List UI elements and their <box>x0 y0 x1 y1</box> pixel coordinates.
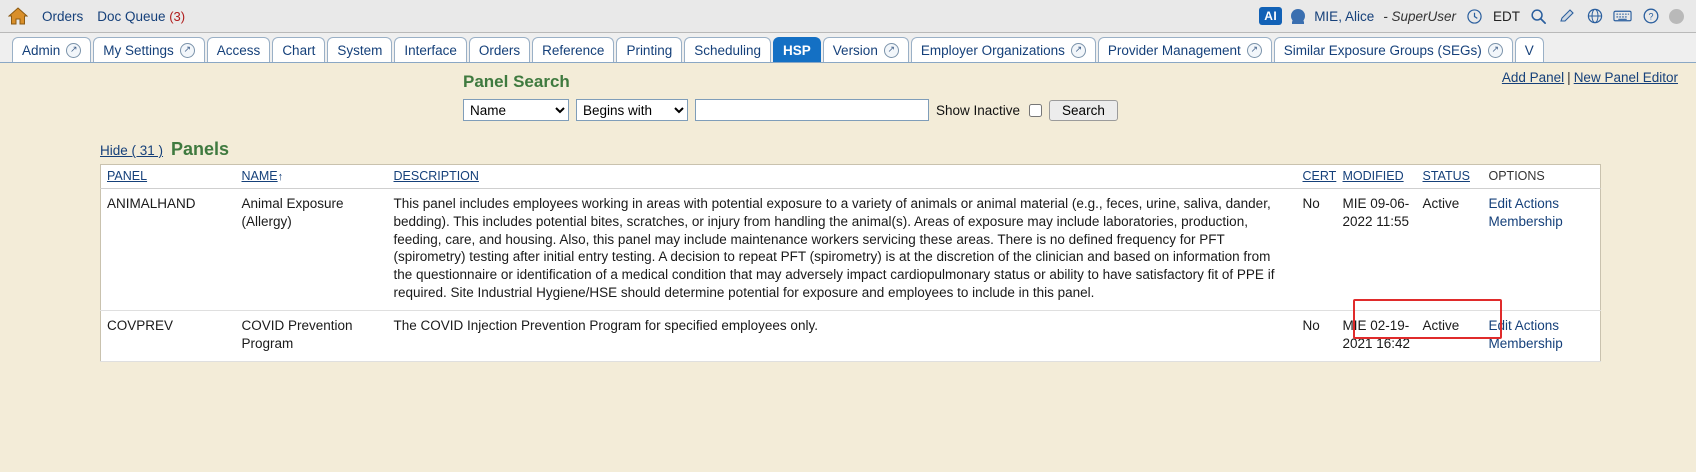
column-header-modified[interactable] <box>1337 165 1417 189</box>
timezone-label: EDT <box>1493 8 1520 24</box>
tab-admin[interactable] <box>12 37 91 62</box>
tab-my-settings[interactable] <box>93 37 205 62</box>
column-header-modified-label: MODIFIED <box>1342 169 1404 183</box>
tab-label: System <box>337 42 383 58</box>
nav-link-orders[interactable]: Orders <box>42 8 84 24</box>
tab-label: HSP <box>783 42 811 58</box>
tab-label: My Settings <box>103 42 174 58</box>
table-header-row <box>101 165 1601 189</box>
user-role: - SuperUser <box>1383 8 1456 24</box>
show-inactive-label: Show Inactive <box>936 102 1021 118</box>
tab-orders[interactable] <box>469 37 530 62</box>
pencil-icon[interactable] <box>1557 7 1576 26</box>
doc-queue-count: (3) <box>169 8 186 24</box>
add-panel-link[interactable]: Add Panel <box>1501 70 1565 85</box>
avatar <box>1291 9 1305 23</box>
cell-cert: No <box>1297 310 1337 361</box>
tab-label: Provider Management <box>1107 42 1241 58</box>
panels-title: Panels <box>171 139 230 159</box>
tab-label: Reference <box>542 42 605 58</box>
cell-status: Active <box>1417 310 1483 361</box>
svg-text:?: ? <box>1647 11 1654 22</box>
tab-label: Version <box>832 42 878 58</box>
tab-version[interactable] <box>823 37 909 62</box>
external-link-icon[interactable]: ↗ <box>1071 43 1086 58</box>
cell-options <box>1483 310 1601 361</box>
tab-system[interactable] <box>327 37 392 62</box>
membership-link[interactable]: Membership <box>1488 213 1563 229</box>
table-row <box>101 189 1601 311</box>
tab-more[interactable] <box>1515 37 1544 62</box>
column-header-status[interactable] <box>1417 165 1483 189</box>
tab-reference[interactable] <box>532 37 614 62</box>
tab-label: Printing <box>626 42 673 58</box>
nav-link-doc-queue[interactable]: Doc Queue <box>97 8 166 24</box>
tab-label: V <box>1524 42 1534 58</box>
action-separator: | <box>1567 70 1571 85</box>
column-header-status-label: STATUS <box>1422 169 1470 183</box>
page-action-links <box>1502 70 1678 85</box>
tab-label: Similar Exposure Groups (SEGs) <box>1283 42 1482 58</box>
edit-actions-link[interactable]: Edit Actions <box>1488 317 1560 333</box>
external-link-icon[interactable]: ↗ <box>1488 43 1503 58</box>
hide-toggle-link[interactable]: Hide ( 31 ) <box>100 143 164 158</box>
top-bar-left <box>8 7 185 25</box>
tab-interface[interactable] <box>394 37 467 62</box>
main-tabs <box>0 33 1696 63</box>
tab-label: Employer Organizations <box>920 42 1065 58</box>
search-field-select[interactable] <box>463 99 569 121</box>
tab-label: Scheduling <box>694 42 762 58</box>
search-button[interactable]: Search <box>1049 100 1118 121</box>
cell-panel: COVPREV <box>101 310 236 361</box>
cell-panel: ANIMALHAND <box>101 189 236 311</box>
column-header-description-label: DESCRIPTION <box>393 169 479 183</box>
cell-options <box>1483 189 1601 311</box>
panels-table <box>100 164 1601 362</box>
tab-scheduling[interactable] <box>684 37 771 62</box>
tab-label: Access <box>216 42 261 58</box>
external-link-icon[interactable]: ↗ <box>66 43 81 58</box>
clock-icon[interactable] <box>1465 7 1484 26</box>
tab-label: Orders <box>478 42 521 58</box>
tab-provider-management[interactable] <box>1098 37 1272 62</box>
cell-name: COVID Prevention Program <box>236 310 388 361</box>
tab-label: Chart <box>282 42 316 58</box>
search-match-select[interactable] <box>576 99 688 121</box>
tab-similar-exposure-groups[interactable] <box>1274 37 1513 62</box>
tab-chart[interactable] <box>272 37 325 62</box>
column-header-cert[interactable] <box>1297 165 1337 189</box>
column-header-name[interactable] <box>236 165 388 189</box>
column-header-description[interactable] <box>388 165 1297 189</box>
show-inactive-checkbox[interactable] <box>1029 104 1042 117</box>
table-body <box>101 189 1601 362</box>
new-panel-editor-link[interactable]: New Panel Editor <box>1573 70 1678 85</box>
column-header-panel[interactable] <box>101 165 236 189</box>
external-link-icon[interactable]: ↗ <box>180 43 195 58</box>
cell-modified: MIE 09-06-2022 11:55 <box>1337 189 1417 311</box>
nav-link-doc-queue-wrap <box>97 9 185 24</box>
sort-ascending-icon: ↑ <box>277 171 284 183</box>
keyboard-icon[interactable] <box>1613 7 1632 26</box>
top-bar-right <box>1259 7 1688 26</box>
search-icon[interactable] <box>1529 7 1548 26</box>
column-header-name-label: NAME <box>241 169 278 183</box>
table-header <box>101 165 1601 189</box>
globe-icon[interactable] <box>1585 7 1604 26</box>
tab-employer-organizations[interactable] <box>911 37 1096 62</box>
tab-label: Interface <box>404 42 457 58</box>
home-icon[interactable] <box>8 7 28 25</box>
external-link-icon[interactable]: ↗ <box>884 43 899 58</box>
external-link-icon[interactable]: ↗ <box>1247 43 1262 58</box>
cell-status: Active <box>1417 189 1483 311</box>
cell-modified: MIE 02-19-2021 16:42 <box>1337 310 1417 361</box>
top-bar <box>0 0 1696 33</box>
tab-label: Admin <box>22 42 61 58</box>
panel-search-title: Panel Search <box>463 72 570 91</box>
tab-access[interactable] <box>207 37 271 62</box>
cell-name: Animal Exposure (Allergy) <box>236 189 388 311</box>
search-input[interactable] <box>695 99 929 121</box>
cell-description: The COVID Injection Prevention Program for specified employees only. <box>388 310 1297 361</box>
cell-description: This panel includes employees working in areas with potential exposure to a variety of animals or animal material (e.g., feces, urine, saliva, dander, bedding). This includes potential bites, scratches, or injury from handling the animal(s). Areas of exposure may include laboratories, production, feeding, care, and housing. Also, this panel may include maintenance workers servicing these areas. There is no defined frequency for PFT (spirometry) testing after initial entry testing. A decision to repeat PFT (spirometry) is at the discretion of the clinician and based on information from the questionnaire or identification of a medical condition that may adversely impact cardiopulmonary status or ability to have satisfactory fit of PPE if required. Site Industrial Hygiene/HSE should determine potential for exposure and employees to include in this panel. <box>388 189 1297 311</box>
edit-actions-link[interactable]: Edit Actions <box>1488 196 1560 211</box>
page-content <box>0 63 1696 472</box>
column-header-options <box>1483 165 1601 189</box>
tab-hsp[interactable] <box>773 37 821 62</box>
account-icon[interactable] <box>1669 9 1684 24</box>
column-header-options-label: OPTIONS <box>1488 169 1545 183</box>
panels-results <box>100 139 1601 472</box>
tab-printing[interactable] <box>616 37 682 62</box>
table-row <box>101 310 1601 361</box>
cell-cert: No <box>1297 189 1337 311</box>
membership-link[interactable]: Membership <box>1488 335 1563 351</box>
help-icon[interactable] <box>1641 7 1660 26</box>
column-header-cert-label: CERT <box>1302 169 1337 183</box>
user-name[interactable]: MIE, Alice <box>1314 8 1375 24</box>
panel-search-form <box>463 72 1118 121</box>
ai-badge[interactable]: AI <box>1259 7 1282 25</box>
panel-search-row <box>463 99 1118 121</box>
column-header-panel-label: PANEL <box>107 169 148 183</box>
results-header <box>100 139 1601 164</box>
